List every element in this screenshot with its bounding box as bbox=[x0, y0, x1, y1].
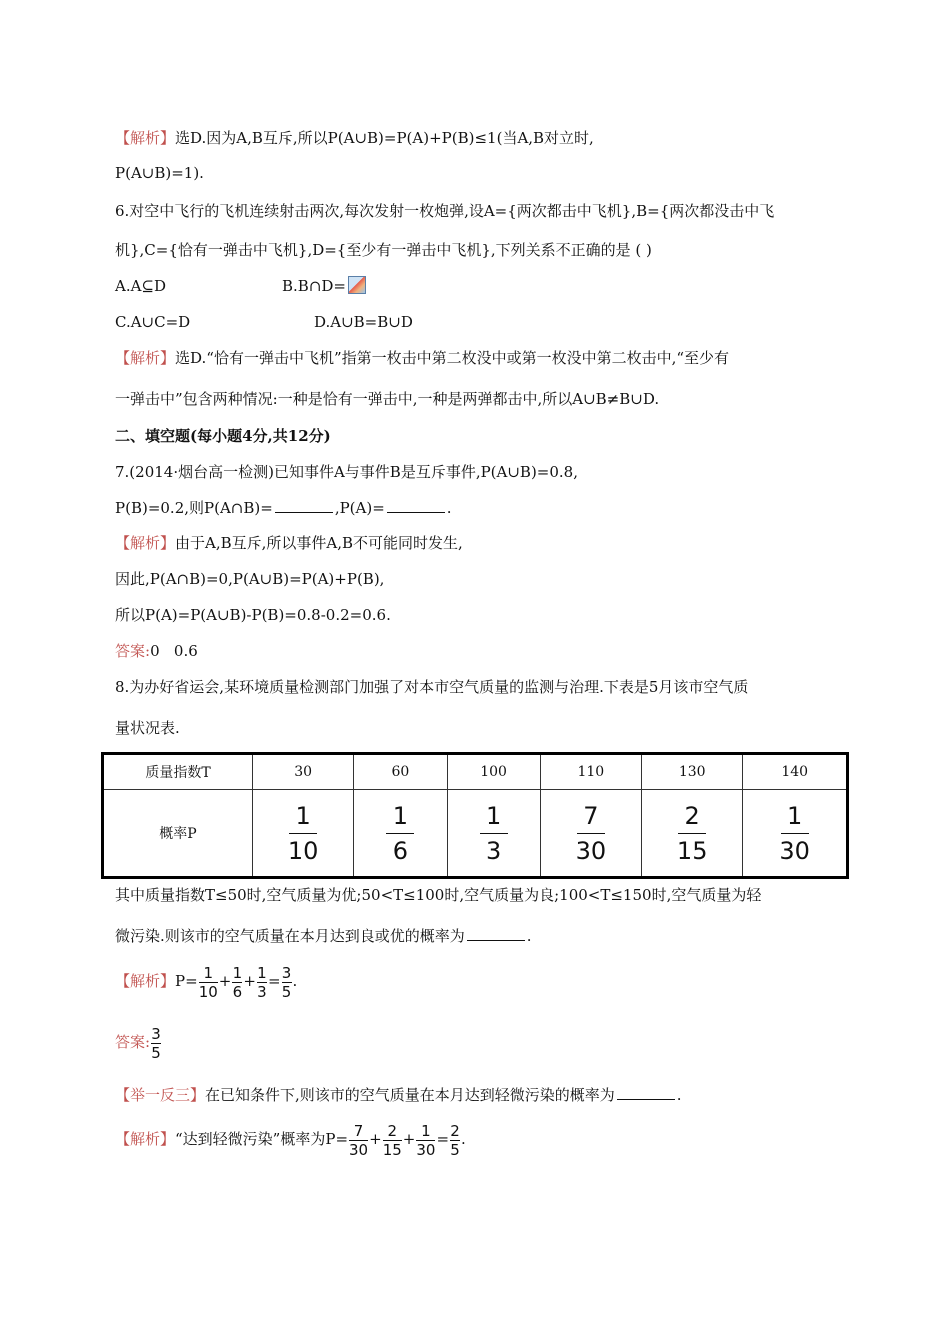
denominator: 6 bbox=[392, 836, 409, 865]
q7-text-a: P(B)=0.2,则P(A∩B)= bbox=[115, 499, 273, 517]
analysis-prefix: P= bbox=[175, 972, 198, 990]
denominator: 10 bbox=[287, 836, 319, 865]
numerator: 1 bbox=[421, 1121, 431, 1140]
operator: = bbox=[436, 1130, 450, 1148]
operator: + bbox=[243, 972, 256, 990]
q7-answer bbox=[115, 640, 198, 662]
numerator: 3 bbox=[151, 1024, 161, 1043]
denominator: 5 bbox=[151, 1043, 161, 1062]
denominator: 30 bbox=[575, 836, 607, 865]
denominator: 5 bbox=[450, 1140, 460, 1159]
probability-fraction bbox=[677, 801, 708, 866]
answer-blank bbox=[275, 498, 333, 513]
table-cell bbox=[447, 790, 540, 878]
section-heading: 二、填空题(每小题4分,共12分) bbox=[115, 427, 331, 445]
fraction bbox=[450, 1122, 460, 1159]
q7-stem-line1: 7.(2014·烟台高一检测)已知事件A与事件B是互斥事件,P(A∪B)=0.8, bbox=[115, 463, 578, 481]
table-cell: 60 bbox=[354, 754, 447, 790]
table-cell bbox=[743, 790, 848, 878]
fraction bbox=[416, 1122, 435, 1159]
operator: = bbox=[267, 972, 281, 990]
q6-stem-line1: 6.对空中飞行的飞机连续射击两次,每次发射一枚炮弹,设A={两次都击中飞机},B={两次都没击中飞 bbox=[115, 202, 775, 220]
numerator: 7 bbox=[583, 801, 599, 830]
fraction bbox=[257, 964, 267, 1001]
denominator: 3 bbox=[485, 836, 502, 865]
numerator: 2 bbox=[450, 1121, 460, 1140]
q7-text-c: . bbox=[446, 499, 452, 517]
probability-fraction bbox=[386, 801, 414, 866]
denominator: 10 bbox=[198, 982, 218, 1001]
extension-analysis bbox=[115, 1120, 466, 1159]
denominator: 15 bbox=[382, 1140, 402, 1159]
q8-stem-line1: 8.为办好省运会,某环境质量检测部门加强了对本市空气质量的监测与治理.下表是5月该市空气质 bbox=[115, 678, 749, 696]
table-row bbox=[103, 754, 848, 790]
answer-text: 0 0.6 bbox=[150, 642, 198, 660]
q7-stem-line2 bbox=[115, 497, 452, 519]
q6-option-a: A.A⊆D bbox=[115, 277, 167, 295]
q5-analysis-line1 bbox=[115, 127, 594, 149]
numerator: 1 bbox=[485, 801, 502, 830]
extension-end: . bbox=[676, 1086, 682, 1104]
table-cell: 140 bbox=[743, 754, 848, 790]
denominator: 6 bbox=[232, 982, 243, 1001]
denominator: 30 bbox=[349, 1140, 369, 1159]
q6-option-c: C.A∪C=D bbox=[115, 313, 191, 331]
probability-fraction bbox=[779, 801, 810, 866]
q8-answer bbox=[115, 1023, 162, 1062]
extension-text: 在已知条件下,则该市的空气质量在本月达到轻微污染的概率为 bbox=[205, 1086, 615, 1104]
operator: + bbox=[402, 1130, 416, 1148]
answer-fraction bbox=[151, 1025, 161, 1062]
extension-line1 bbox=[115, 1084, 682, 1106]
analysis-text: 选D.“恰有一弹击中飞机”指第一枚击中第二枚没中或第一枚没中第二枚击中,“至少有 bbox=[175, 349, 730, 367]
table-cell: 30 bbox=[253, 754, 354, 790]
q8-after-line1: 其中质量指数T≤50时,空气质量为优;50<T≤100时,空气质量为良;100<T≤150时,空气质量为轻 bbox=[115, 886, 762, 904]
q8-after-text: 微污染.则该市的空气质量在本月达到良或优的概率为 bbox=[115, 927, 465, 945]
probability-fraction bbox=[480, 801, 508, 866]
numerator: 1 bbox=[787, 801, 803, 830]
q8-after-line2 bbox=[115, 925, 532, 947]
q6-option-b-text: B.B∩D= bbox=[282, 277, 346, 295]
table-cell bbox=[642, 790, 743, 878]
numerator: 1 bbox=[232, 963, 243, 982]
analysis-tag: 【解析】 bbox=[115, 972, 176, 990]
fraction bbox=[349, 1122, 368, 1159]
analysis-fraction-sum bbox=[198, 963, 298, 1001]
q6-option-b bbox=[282, 275, 366, 297]
denominator: 5 bbox=[281, 982, 292, 1001]
analysis-prefix: “达到轻微污染”概率为P= bbox=[175, 1130, 349, 1148]
analysis-tag: 【解析】 bbox=[115, 129, 176, 147]
analysis-tag: 【解析】 bbox=[115, 349, 176, 367]
denominator: 30 bbox=[416, 1140, 436, 1159]
answer-blank bbox=[387, 498, 445, 513]
q6-option-d: D.A∪B=B∪D bbox=[314, 313, 413, 331]
numerator: 1 bbox=[392, 801, 409, 830]
fraction bbox=[232, 964, 242, 1001]
q6-analysis-line1 bbox=[115, 347, 729, 369]
q8-analysis bbox=[115, 962, 297, 1001]
fraction bbox=[199, 964, 218, 1001]
operator: . bbox=[292, 972, 298, 990]
operator: + bbox=[369, 1130, 382, 1148]
table-cell: 110 bbox=[540, 754, 641, 790]
table-row-label: 概率P bbox=[103, 790, 253, 878]
table-cell bbox=[253, 790, 354, 878]
empty-set-image-icon bbox=[348, 276, 366, 294]
analysis-tag: 【解析】 bbox=[115, 534, 176, 552]
q7-text-b: ,P(A)= bbox=[334, 499, 385, 517]
q8-stem-line2: 量状况表. bbox=[115, 719, 180, 737]
numerator: 2 bbox=[684, 801, 700, 830]
numerator: 1 bbox=[295, 801, 311, 830]
analysis-tag: 【解析】 bbox=[115, 1130, 176, 1148]
table-row bbox=[103, 790, 848, 878]
table-cell bbox=[540, 790, 641, 878]
q7-analysis-line2: 因此,P(A∩B)=0,P(A∪B)=P(A)+P(B), bbox=[115, 570, 385, 588]
operator: + bbox=[218, 972, 232, 990]
denominator: 3 bbox=[257, 982, 267, 1001]
air-quality-table bbox=[101, 752, 849, 879]
analysis-text: 选D.因为A,B互斥,所以P(A∪B)=P(A)+P(B)≤1(当A,B对立时, bbox=[175, 129, 594, 147]
answer-tag: 答案: bbox=[115, 642, 151, 660]
extension-tag: 【举一反三】 bbox=[115, 1086, 206, 1104]
numerator: 3 bbox=[281, 963, 292, 982]
probability-fraction bbox=[576, 801, 607, 866]
answer-tag: 答案: bbox=[115, 1033, 151, 1051]
q6-stem-line2: 机},C={恰有一弹击中飞机},D={至少有一弹击中飞机},下列关系不正确的是 ( ) bbox=[115, 241, 652, 259]
table-cell: 130 bbox=[642, 754, 743, 790]
table-cell bbox=[354, 790, 447, 878]
q5-analysis-line2: P(A∪B)=1). bbox=[115, 164, 204, 182]
answer-blank bbox=[617, 1085, 675, 1100]
numerator: 1 bbox=[203, 963, 213, 982]
q6-analysis-line2: 一弹击中”包含两种情况:一种是恰有一弹击中,一种是两弹都击中,所以A∪B≠B∪D. bbox=[115, 390, 660, 408]
denominator: 15 bbox=[676, 836, 708, 865]
table-header-label: 质量指数T bbox=[103, 754, 253, 790]
numerator: 2 bbox=[387, 1121, 397, 1140]
answer-blank bbox=[467, 926, 525, 941]
q7-analysis-line3: 所以P(A)=P(A∪B)-P(B)=0.8-0.2=0.6. bbox=[115, 606, 391, 624]
numerator: 1 bbox=[257, 963, 267, 982]
analysis-text: 由于A,B互斥,所以事件A,B不可能同时发生, bbox=[175, 534, 463, 552]
fraction bbox=[383, 1122, 402, 1159]
analysis-fraction-sum bbox=[348, 1121, 466, 1159]
fraction bbox=[282, 964, 292, 1001]
numerator: 7 bbox=[353, 1121, 364, 1140]
q8-after-end: . bbox=[526, 927, 532, 945]
denominator: 30 bbox=[779, 836, 810, 865]
operator: . bbox=[461, 1130, 466, 1148]
probability-fraction bbox=[288, 801, 319, 866]
q7-analysis-line1 bbox=[115, 532, 463, 554]
table-cell: 100 bbox=[447, 754, 540, 790]
